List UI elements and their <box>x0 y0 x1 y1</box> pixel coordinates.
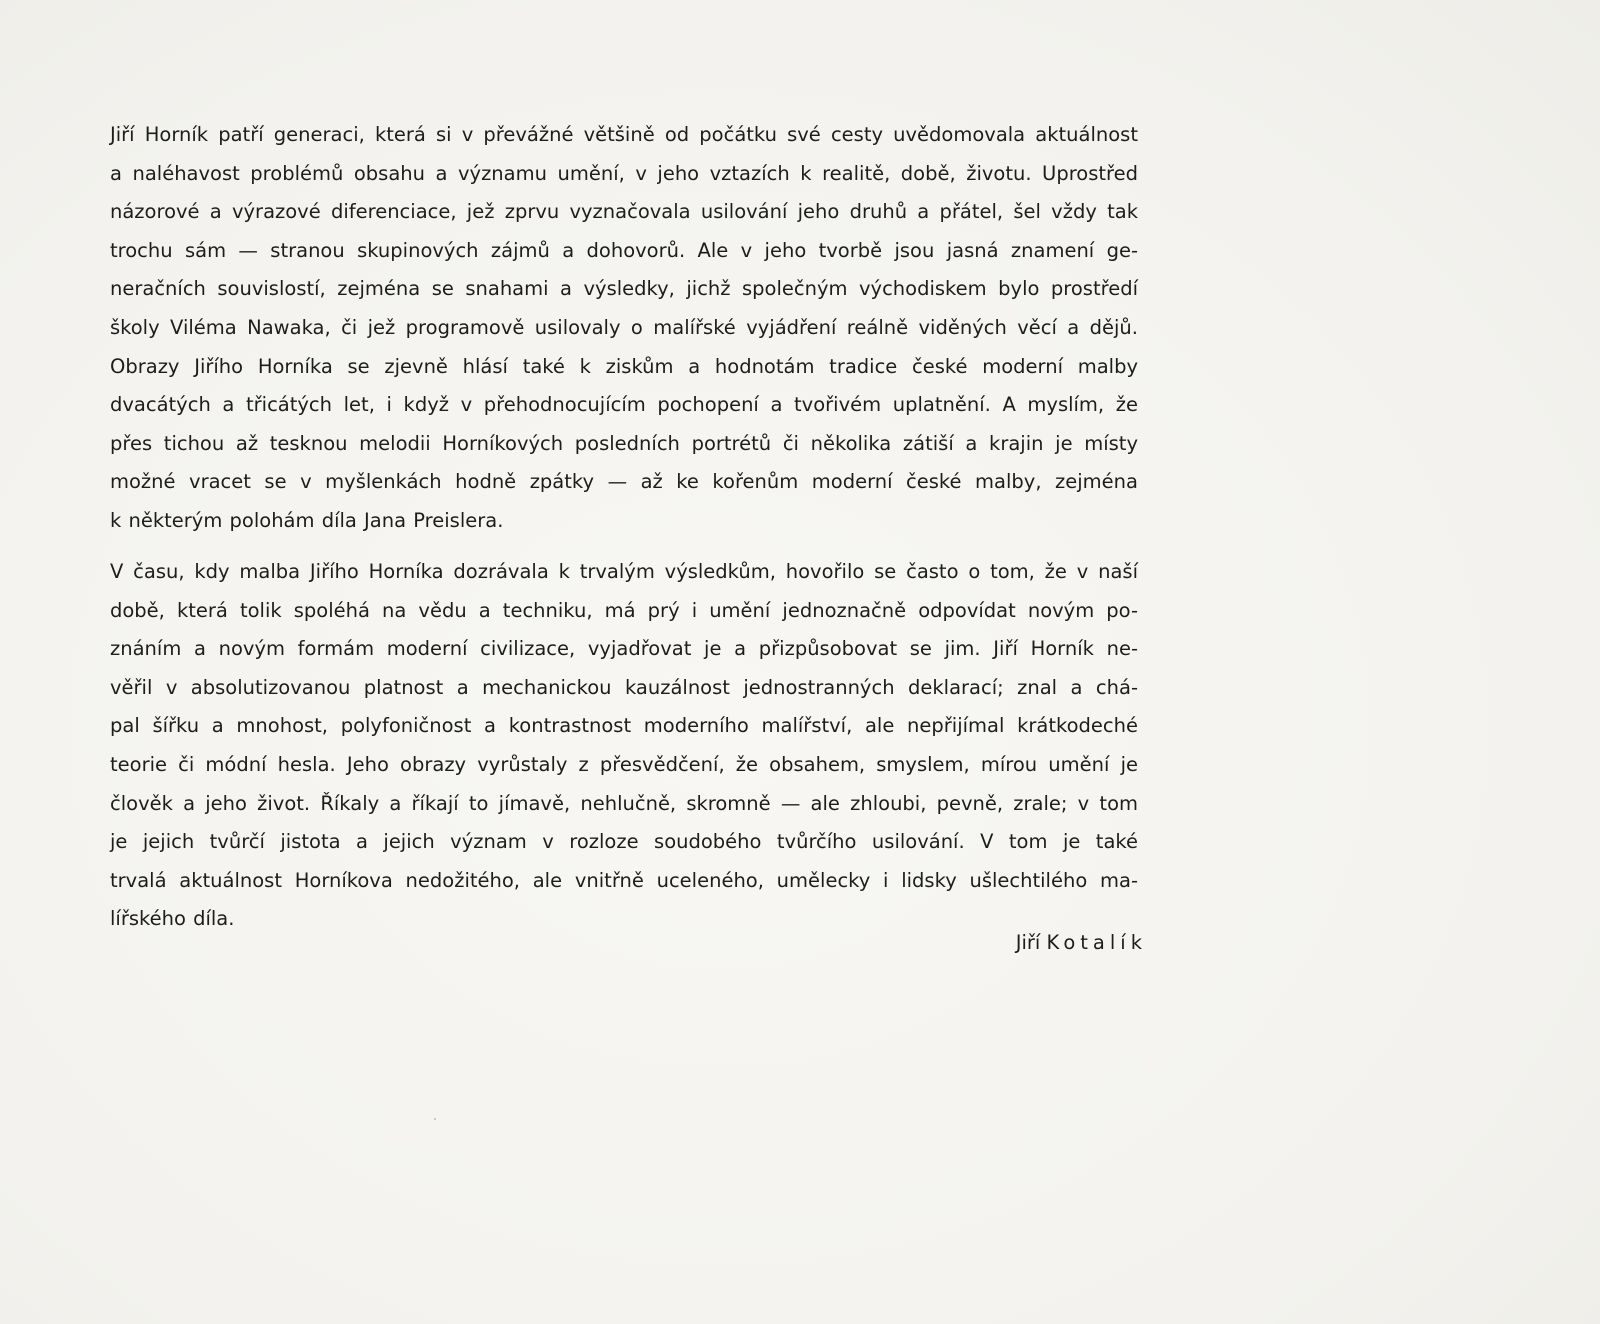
paragraph-line: době, která tolik spoléhá na vědu a techniku, má prý i umění jednoznačně odpovídat novým po- <box>110 598 1138 622</box>
paragraph-1 <box>110 116 1138 541</box>
paragraph-line: teorie či módní hesla. Jeho obrazy vyrůstaly z přesvědčení, že obsahem, smyslem, mírou umění je <box>110 752 1138 776</box>
paragraph-line: V času, kdy malba Jiřího Horníka dozrávala k trvalým výsledkům, hovořilo se často o tom, že v naší <box>110 560 1138 583</box>
paragraph-line: k některým polohám díla Jana Preislera. <box>110 508 504 532</box>
paragraph-line: přes tichou až tesknou melodii Horníkových posledních portrétů či několika zátiší a krajin je místy <box>110 431 1138 455</box>
paragraph-line: Jiří Horník patří generaci, která si v převážné většině od počátku své cesty uvědomovala aktuálnost <box>110 123 1138 146</box>
author-surname: Kotalík <box>1046 931 1147 954</box>
paragraph-line: možné vracet se v myšlenkách hodně zpátky — až ke kořenům moderní české malby, zejména <box>110 470 1138 494</box>
paragraph-line: školy Viléma Nawaka, či jež programově usilovaly o malířské vyjádření reálně viděných věcí a dějů. <box>110 315 1138 339</box>
paragraph-line: a naléhavost problémů obsahu a významu umění, v jeho vztazích k realitě, době, životu. Uprostřed <box>110 161 1138 185</box>
paragraph-2 <box>110 553 1138 939</box>
author-signature <box>1015 924 1147 962</box>
paragraph-line: názorové a výrazové diferenciace, jež zprvu vyznačovala usilování jeho druhů a přátel, šel vždy tak <box>110 200 1138 224</box>
paragraph-line: lířského díla. <box>110 907 235 931</box>
paragraph-line: pal šířku a mnohost, polyfoničnost a kontrastnost moderního malířství, ale nepřijímal krátkodeché <box>110 714 1138 738</box>
paragraph-line: trvalá aktuálnost Horníkova nedožitého, ale vnitřně uceleného, umělecky i lidsky ušlechtilého ma- <box>110 868 1138 892</box>
paragraph-line: dvacátých a třicátých let, i když v přehodnocujícím pochopení a tvořivém uplatnění. A myslím, že <box>110 393 1138 417</box>
paragraph-line: znáním a novým formám moderní civilizace, vyjadřovat je a přizpůsobovat se jim. Jiří Horník ne- <box>110 637 1138 661</box>
paragraph-line: je jejich tvůrčí jistota a jejich význam v rozloze soudobého tvůrčího usilování. V tom je také <box>110 830 1138 854</box>
paragraph-line: trochu sám — stranou skupinových zájmů a dohovorů. Ale v jeho tvorbě jsou jasná znamení ge- <box>110 238 1138 262</box>
paragraph-line: Obrazy Jiřího Horníka se zjevně hlásí také k ziskům a hodnotám tradice české moderní malby <box>110 354 1138 378</box>
author-first-name: Jiří <box>1015 931 1041 954</box>
paragraph-line: neračních souvislostí, zejména se snahami a výsledky, jichž společným východiskem bylo prostředí <box>110 277 1138 301</box>
paragraph-line: věřil v absolutizovanou platnost a mechanickou kauzálnost jednostranných deklarací; znal a chá- <box>110 675 1138 699</box>
paragraph-line: člověk a jeho život. Říkaly a říkají to jímavě, nehlučně, skromně — ale zhloubi, pevně, zrale; v tom <box>110 791 1138 815</box>
paper-speck <box>434 1118 436 1120</box>
